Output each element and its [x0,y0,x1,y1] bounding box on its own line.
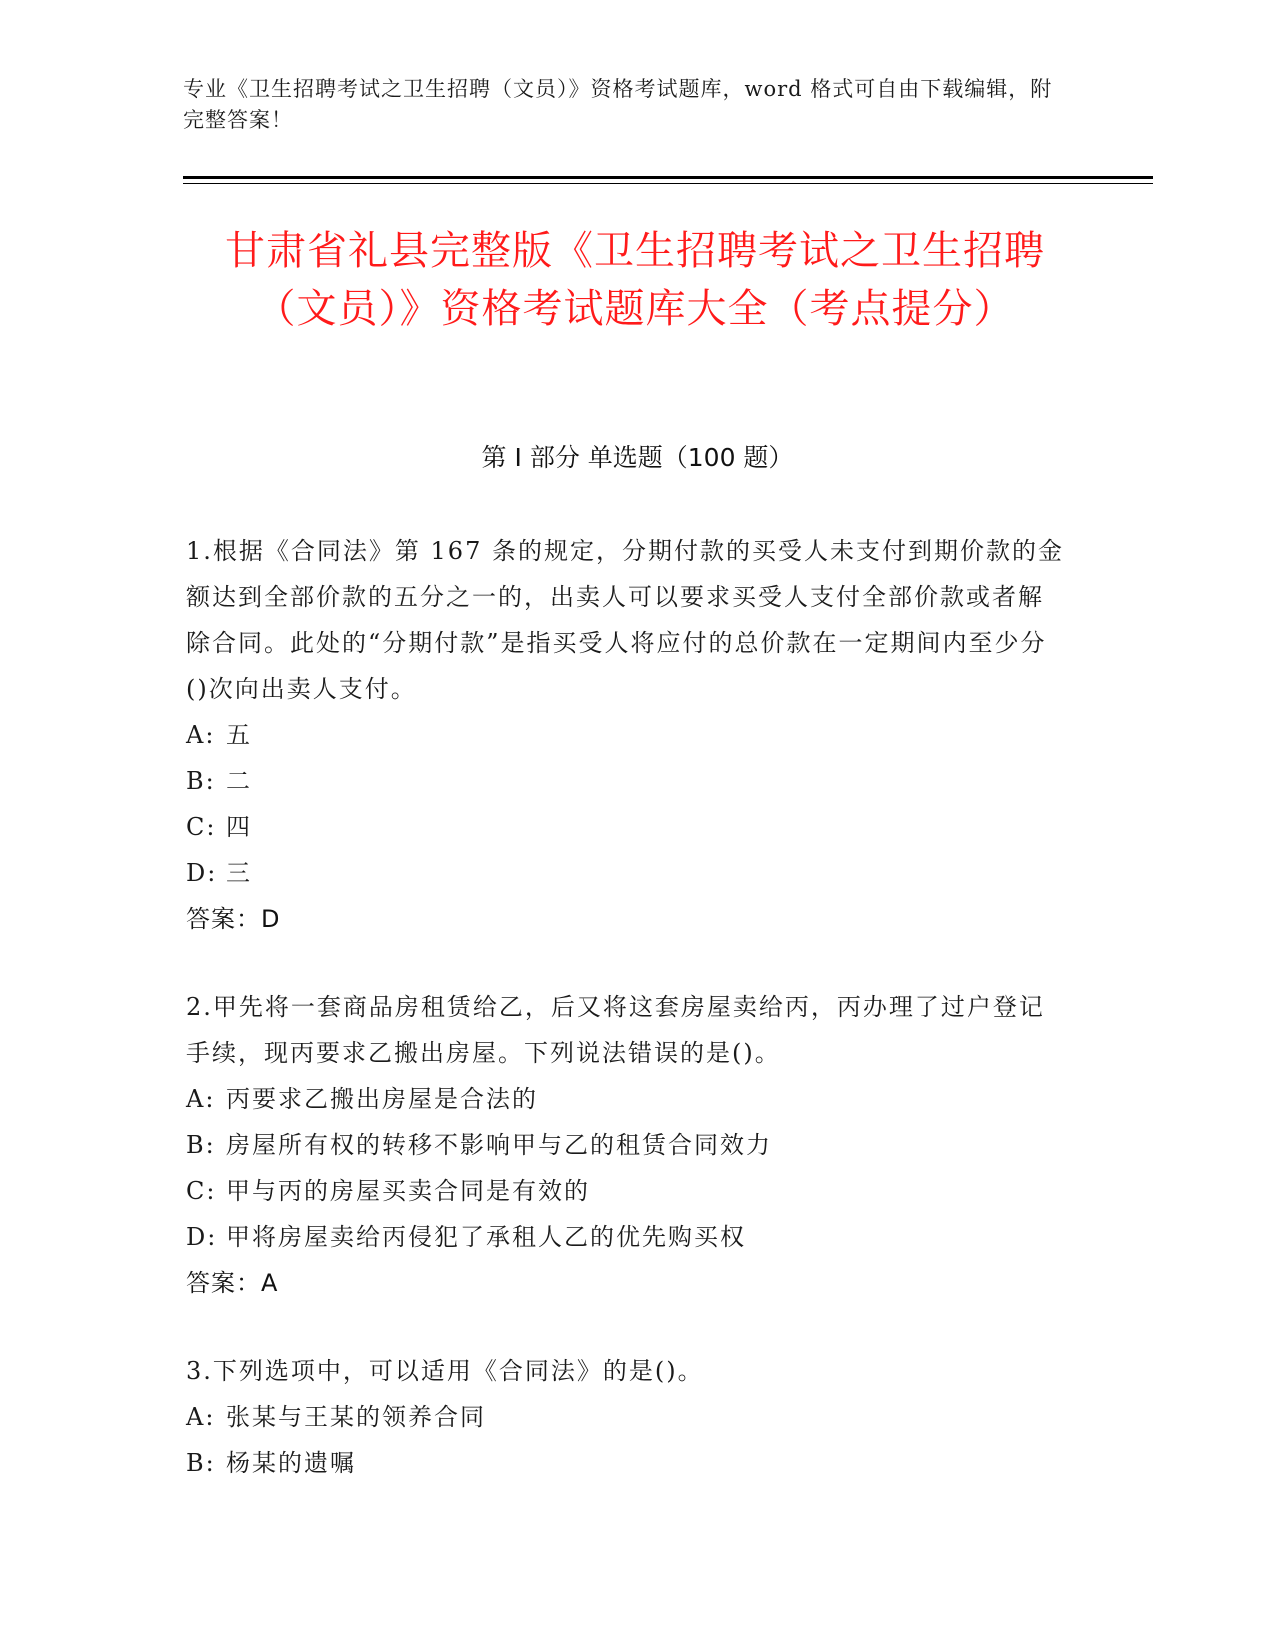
option-text: 杨某的遗嘱 [226,1449,356,1477]
option-key: D: [186,1223,218,1251]
option-key: A: [186,1403,216,1431]
answer-value: D [261,905,281,933]
option-d [186,1214,1066,1260]
option-b [186,1122,1066,1168]
option-text: 甲将房屋卖给丙侵犯了承租人乙的优先购买权 [226,1223,746,1251]
option-text: 五 [226,721,252,749]
question-1 [186,528,1066,942]
option-key: D: [186,859,218,887]
answer-line [186,896,1066,942]
header-rule-thin [183,183,1153,184]
option-text: 甲与丙的房屋买卖合同是有效的 [226,1177,590,1205]
option-key: B: [186,1449,216,1477]
option-a [186,1076,1066,1122]
header-rule-thick [183,176,1153,179]
header-note: 专业《卫生招聘考试之卫生招聘（文员）》资格考试题库，word 格式可自由下载编辑，附完整答案！ [183,77,1053,132]
answer-label: 答案： [186,1269,261,1297]
option-text: 四 [226,813,252,841]
option-b [186,1440,1066,1486]
option-text: 丙要求乙搬出房屋是合法的 [226,1085,538,1113]
option-text: 房屋所有权的转移不影响甲与乙的租赁合同效力 [226,1131,772,1159]
question-3 [186,1348,1066,1486]
option-d [186,850,1066,896]
option-key: C: [186,813,217,841]
option-key: B: [186,1131,216,1159]
option-text: 二 [226,767,252,795]
option-key: A: [186,1085,216,1113]
option-text: 张某与王某的领养合同 [226,1403,486,1431]
option-key: A: [186,721,216,749]
option-a [186,712,1066,758]
question-text: 1.根据《合同法》第 167 条的规定，分期付款的买受人未支付到期价款的金额达到全部价款的五分之一的，出卖人可以要求买受人支付全部价款或者解除合同。此处的“分期付款”是指买受人将应付的总价款在一定期间内至少分()次向出卖人支付。 [186,537,1064,703]
option-a [186,1394,1066,1440]
section-heading: 第 I 部分 单选题（100 题） [481,443,794,472]
question-text: 3.下列选项中，可以适用《合同法》的是()。 [186,1357,704,1385]
document-title: 甘肃省礼县完整版《卫生招聘考试之卫生招聘（文员）》资格考试题库大全（考点提分） [225,228,1045,332]
option-c [186,1168,1066,1214]
question-text: 2.甲先将一套商品房租赁给乙，后又将这套房屋卖给丙，丙办理了过户登记手续，现丙要求乙搬出房屋。下列说法错误的是()。 [186,993,1045,1067]
option-c [186,804,1066,850]
option-key: C: [186,1177,217,1205]
answer-value: A [261,1269,279,1297]
option-text: 三 [226,859,252,887]
answer-line [186,1260,1066,1306]
option-key: B: [186,767,216,795]
question-list [186,528,1066,1528]
option-b [186,758,1066,804]
answer-label: 答案： [186,905,261,933]
question-2 [186,984,1066,1306]
